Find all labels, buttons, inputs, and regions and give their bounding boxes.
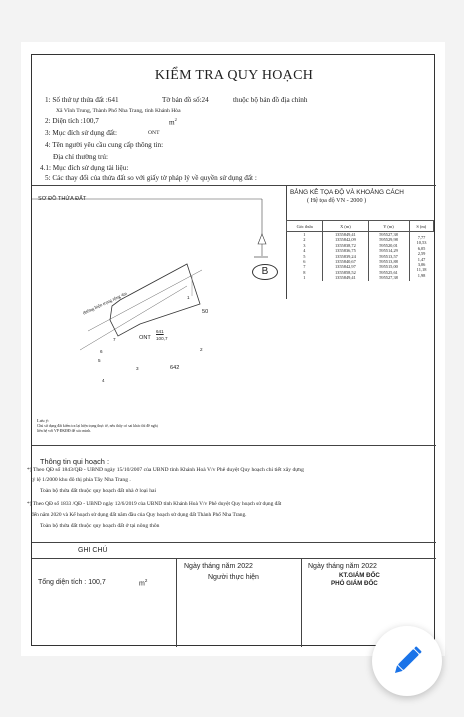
parcel-number-label: 641 bbox=[156, 329, 164, 334]
map-sheet-suffix: thuộc bộ bản đồ địa chính bbox=[233, 96, 308, 104]
table-cell: 595520,01 bbox=[368, 243, 409, 248]
vertex-label: 7 bbox=[113, 337, 116, 342]
distance-cell: 3,06 bbox=[417, 262, 426, 268]
table-cell: 1355839,24 bbox=[323, 254, 368, 259]
table-cell: 1355842,09 bbox=[323, 237, 368, 242]
vertex-label: 3 bbox=[136, 366, 139, 371]
signer1-role: Người thực hiện bbox=[208, 574, 259, 581]
table-cell: 2 bbox=[287, 237, 323, 242]
distance-cell: 6,05 bbox=[417, 245, 426, 251]
land-purpose-value: ONT bbox=[148, 130, 160, 136]
table-cell: 3 bbox=[287, 243, 323, 248]
table-cell: 6 bbox=[287, 259, 323, 264]
table-cell: 1355840,67 bbox=[323, 259, 368, 264]
planning-heading: Thông tin qui hoạch : bbox=[40, 457, 110, 466]
north-arrow-icon: B bbox=[252, 264, 278, 280]
coords-table bbox=[286, 220, 434, 281]
planning-item: Toàn bộ thửa đất thuộc quy hoạch đất nhà ở loại hai bbox=[40, 488, 157, 494]
vertex-label: 6 bbox=[100, 349, 103, 354]
pencil-icon bbox=[372, 626, 442, 696]
distance-cell: 1,47 bbox=[417, 256, 426, 262]
map-bottom-divider bbox=[32, 445, 436, 446]
neighbor-parcel-50: 50 bbox=[202, 309, 209, 315]
footer-divider bbox=[32, 542, 436, 543]
table-cell: 7 bbox=[287, 264, 323, 269]
note-header: GHI CHÚ bbox=[78, 547, 108, 554]
changes-label: 5: Các thay đổi của thửa đất so với giấy tờ pháp lý về quyền sử dụng đất : bbox=[45, 174, 257, 182]
signer2-role: PHÓ GIÁM ĐỐC bbox=[331, 580, 378, 587]
planning-item: đến năm 2020 và Kế hoạch sử dụng đất năm đầu của Quy hoạch sử dụng đất Thành Phố Nha Trang. bbox=[31, 512, 247, 518]
planning-item: *) Theo QĐ số 1833 /QĐ - UBND ngày 12/6/2019 của UBND tỉnh Khánh Hoà V/v Phê duyệt Quy hoạch sử dụng đất bbox=[27, 501, 282, 507]
table-cell: 595513,88 bbox=[368, 259, 409, 264]
vertex-label: 1 bbox=[187, 295, 190, 300]
table-cell: 595527,38 bbox=[368, 232, 409, 238]
table-cell: 595525,61 bbox=[368, 270, 409, 275]
document-purpose-label: 4.1: Mục đích sử dụng tài liệu: bbox=[40, 164, 129, 172]
vertex-label: 2 bbox=[200, 347, 203, 352]
coords-heading: BẢNG KÊ TỌA ĐỘ VÀ KHOẢNG CÁCH bbox=[290, 189, 404, 196]
table-cell: 595515,00 bbox=[368, 264, 409, 269]
document-page bbox=[21, 42, 445, 656]
road-label: đường hiện trạng rộng 4m bbox=[82, 290, 128, 316]
table-cell: 1355838,72 bbox=[323, 243, 368, 248]
table-cell: 1355849,41 bbox=[323, 275, 368, 280]
distance-cell bbox=[409, 278, 433, 283]
footer-divider bbox=[301, 558, 302, 647]
distance-cell: 11,18 bbox=[416, 267, 427, 273]
distance-cell: 10,53 bbox=[416, 240, 427, 246]
distance-cell: 2,59 bbox=[417, 251, 426, 257]
coords-subheading: ( Hệ tọa độ VN - 2000 ) bbox=[307, 197, 367, 204]
area-unit: $m^2$ bbox=[169, 117, 177, 127]
map-heading: SƠ ĐỒ THỬA ĐẤT bbox=[38, 196, 87, 202]
map-note-line: Chủ sử dụng đất kiểm tra lại hiện trạng thực tế, nếu thấy có sai khác thì đề nghị bbox=[37, 424, 158, 428]
footer-divider bbox=[176, 558, 177, 647]
distance-cell: 1,98 bbox=[417, 272, 426, 278]
table-cell: 1355849,41 bbox=[323, 232, 368, 238]
vertex-label: 4 bbox=[102, 378, 105, 383]
map-note-title: Lưu ý: bbox=[37, 418, 50, 423]
page-title: KIỂM TRA QUY HOẠCH bbox=[154, 68, 314, 83]
signer1-date: Ngày tháng năm 2022 bbox=[184, 563, 253, 570]
table-cell: 595514,29 bbox=[368, 248, 409, 253]
planning-item: tỷ lệ 1/2000 khu đô thị phía Tây Nha Trang . bbox=[31, 477, 131, 483]
requester-label: 4: Tên người yêu cầu cung cấp thông tin: bbox=[45, 141, 164, 149]
table-cell: 5 bbox=[287, 254, 323, 259]
column-header: X (m) bbox=[323, 221, 368, 232]
table-cell: 595529,98 bbox=[368, 237, 409, 242]
column-header: Góc thửa bbox=[287, 221, 323, 232]
total-area: Tổng diện tích : 100,7 bbox=[38, 579, 106, 586]
map-note-line: liên hệ với VP ĐKĐĐ để xác minh. bbox=[37, 429, 92, 433]
distance-cell: 7,77 bbox=[417, 235, 426, 240]
land-purpose: 3: Mục đích sử dụng đất: bbox=[45, 129, 117, 137]
footer-divider bbox=[32, 558, 436, 559]
column-header: Y (m) bbox=[368, 221, 409, 232]
table-cell: 595527,38 bbox=[368, 275, 409, 280]
edit-button[interactable] bbox=[372, 626, 442, 696]
residence-label: Địa chỉ thường trú: bbox=[53, 153, 109, 161]
table-cell: 1355836,75 bbox=[323, 248, 368, 253]
column-header: S (m) bbox=[409, 221, 433, 232]
map-sheet-number: Tờ bản đồ số:24 bbox=[162, 96, 209, 104]
parcel-address: Xã Vĩnh Trung, Thành Phố Nha Trang, tỉnh Khánh Hòa bbox=[56, 108, 181, 114]
signer2-role: KT.GIÁM ĐỐC bbox=[339, 572, 380, 579]
table-cell: 1355858,52 bbox=[323, 270, 368, 275]
parcel-area-label: 100,7 bbox=[156, 336, 168, 341]
signer2-date: Ngày tháng năm 2022 bbox=[308, 563, 377, 570]
parcel-number: 1: Số thứ tự thửa đất :641 bbox=[45, 96, 119, 104]
vertex-label: 5 bbox=[98, 358, 101, 363]
document-frame bbox=[27, 54, 435, 646]
table-cell: 8 bbox=[287, 270, 323, 275]
total-area-unit: $m^2$ bbox=[139, 578, 148, 588]
neighbor-parcel-642: 642 bbox=[170, 365, 180, 371]
planning-item: *) Theo QĐ số 1843/QĐ - UBND ngày 15/10/2007 của UBND tỉnh Khánh Hoà V/v Phê duyệt Quy hoạch chi tiết xây dựng bbox=[27, 467, 304, 473]
table-cell: 4 bbox=[287, 248, 323, 253]
coords-table-body bbox=[287, 232, 434, 281]
parcel-area: 2: Diện tích :100,7 bbox=[45, 117, 99, 125]
table-cell: 1355842,97 bbox=[323, 264, 368, 269]
parcel-type-label: ONT bbox=[139, 335, 151, 341]
table-cell: 595513,57 bbox=[368, 254, 409, 259]
table-cell: 1 bbox=[287, 275, 323, 280]
table-cell: 1 bbox=[287, 232, 323, 238]
planning-item: Toàn bộ thửa đất thuộc quy hoạch đất ở tại nông thôn bbox=[40, 523, 160, 529]
